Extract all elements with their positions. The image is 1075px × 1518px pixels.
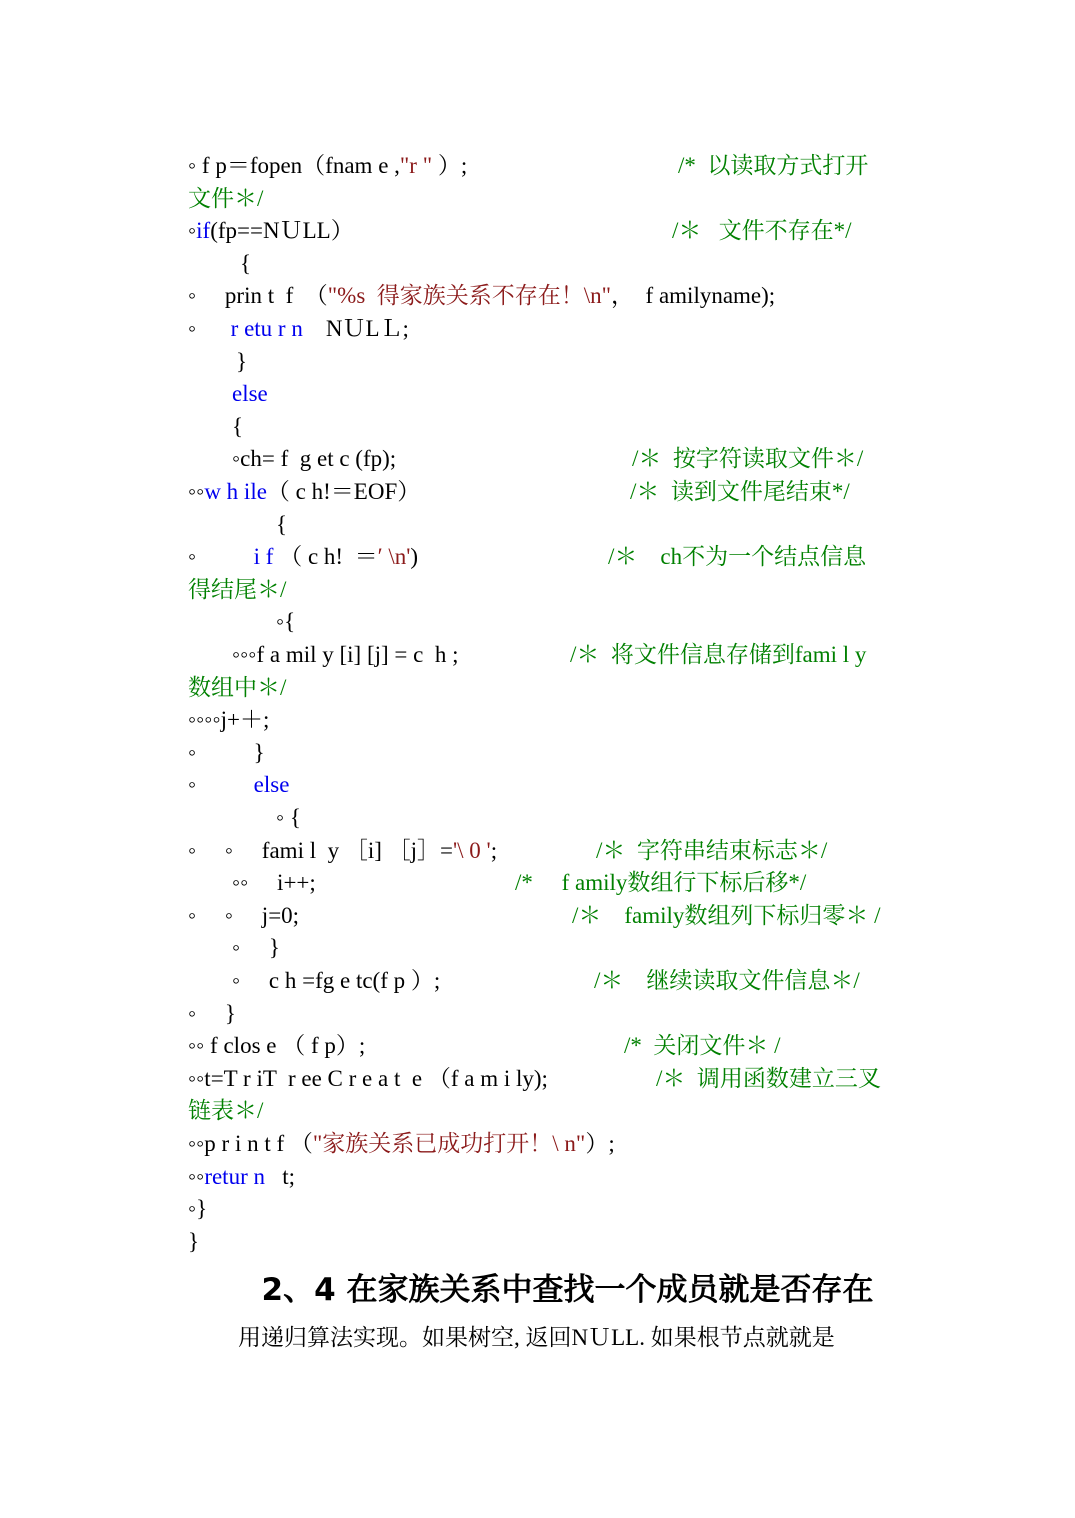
code-token: ◦ } <box>188 739 265 765</box>
code-comment: /＊ 读到文件尾结束*/ <box>630 479 850 504</box>
code-token: else <box>253 772 290 798</box>
code-token: { <box>240 250 252 276</box>
code-comment: /＊ 将文件信息存储到fami l y <box>570 642 867 667</box>
code-token: ◦◦t=T r iT r ee C r e a t e （f a m i ly); <box>188 1065 548 1091</box>
code-comment: /＊ 按字符读取文件＊/ <box>632 446 864 472</box>
code-line <box>188 1194 207 1224</box>
code-line <box>232 379 268 409</box>
code-token: ◦◦◦f a mil y [i] [j] = c h ; <box>232 642 459 667</box>
code-line <box>188 281 775 311</box>
code-token: (fp==NＵLL） <box>210 218 354 244</box>
code-comment: /* 关闭文件＊ / <box>624 1033 781 1059</box>
code-token: ◦ <box>188 218 197 244</box>
code-token: { <box>276 511 288 537</box>
code-token: ◦ } <box>232 935 280 961</box>
code-token: 链表＊/ <box>188 1098 264 1124</box>
code-line <box>188 542 418 572</box>
code-token: 文件＊/ <box>188 185 264 211</box>
code-token: "r " <box>399 153 438 178</box>
code-line <box>188 738 265 768</box>
code-token: } <box>188 1228 200 1254</box>
code-line <box>232 933 280 963</box>
code-token: ◦ } <box>188 1000 236 1026</box>
code-token: ◦ f p＝fopen（fnam e , <box>188 153 400 178</box>
code-token: ) <box>410 544 419 570</box>
code-token: ， f amilyname); <box>611 283 776 309</box>
code-line <box>276 510 287 540</box>
code-token: ◦◦ i++; <box>232 870 316 896</box>
code-line <box>188 836 497 866</box>
code-token: NＵLＬ; <box>302 316 409 341</box>
code-token: ; <box>490 837 498 863</box>
code-token: "%s 得家族关系不存在！\n" <box>327 283 612 309</box>
code-token: t; <box>264 1163 296 1189</box>
code-line <box>188 999 236 1029</box>
code-comment: /＊ 文件不存在*/ <box>672 218 852 244</box>
section-paragraph: 用递归算法实现。如果树空, 返回NＵLL. 如果根节点就就是 <box>238 1325 835 1350</box>
code-token: ◦◦p r i n t f （ <box>188 1131 313 1156</box>
code-token: ◦◦ f clos e （ f p）; <box>188 1033 366 1059</box>
code-comment: /＊ family数组列下标归零＊ / <box>572 902 881 928</box>
code-token: ′ \n' <box>377 544 411 570</box>
code-token: else <box>232 381 268 407</box>
code-token: ◦ ◦ j=0; <box>188 902 300 928</box>
code-token: ◦ <box>188 544 254 570</box>
code-line <box>188 673 286 703</box>
code-line <box>232 966 440 996</box>
code-token: ◦ c h =fg e tc(f p ）; <box>232 968 441 993</box>
code-token: { <box>232 413 244 439</box>
code-line <box>232 640 459 670</box>
code-line <box>188 1031 365 1061</box>
code-comment: /* f amily数组行下标后移*/ <box>515 870 807 896</box>
code-token: "家族关系已成功打开！\ n" <box>312 1131 586 1156</box>
code-line <box>188 1162 295 1192</box>
code-comment: /＊ 继续读取文件信息＊/ <box>594 968 860 993</box>
code-token: ◦ <box>188 772 254 798</box>
code-token: （ c h!＝EOF） <box>266 479 421 504</box>
code-comment: /＊ 调用函数建立三叉 <box>656 1065 881 1091</box>
code-token: ）; <box>437 153 468 178</box>
code-line <box>188 184 263 214</box>
code-token: ◦ prin t f （ <box>188 283 328 309</box>
code-token: } <box>236 348 248 374</box>
code-token: ◦ <box>188 316 231 341</box>
code-line <box>188 901 299 931</box>
code-comment: /＊ 字符串结束标志＊/ <box>596 837 828 863</box>
code-token: ◦ { <box>276 805 301 830</box>
code-token: w h ile <box>204 479 267 504</box>
code-line <box>188 216 354 246</box>
code-token: ◦{ <box>276 609 296 635</box>
code-line <box>276 803 301 833</box>
code-token: 得结尾＊/ <box>188 576 287 602</box>
code-token: ）; <box>585 1131 615 1156</box>
code-token: ◦◦ <box>188 479 205 504</box>
code-token: '\ 0 ' <box>453 837 491 863</box>
code-token: ◦ ◦ fami l y ［i] ［j］= <box>188 837 454 863</box>
section-heading: 2、4 在家族关系中查找一个成员就是否存在 <box>261 1272 874 1308</box>
code-line <box>188 1129 615 1159</box>
code-line <box>188 705 269 735</box>
code-line <box>236 347 247 377</box>
code-line <box>188 1227 199 1257</box>
code-token: （ c h! ＝ <box>273 544 378 570</box>
code-line <box>188 770 289 800</box>
code-line <box>188 477 420 507</box>
code-token: ◦} <box>188 1196 208 1222</box>
code-line <box>232 412 243 442</box>
code-token: ◦ch= f g et c (fp); <box>232 446 397 472</box>
code-line <box>232 868 316 898</box>
code-line <box>188 575 286 605</box>
code-token: if <box>196 218 211 244</box>
code-line <box>188 1096 263 1126</box>
code-line <box>188 314 409 344</box>
code-token: ◦◦ <box>188 1163 205 1189</box>
code-token: ◦◦◦◦j+＋; <box>188 707 270 733</box>
code-token: 数组中＊/ <box>188 674 287 700</box>
code-line <box>240 249 251 279</box>
code-line <box>232 444 396 474</box>
code-comment: /* 以读取方式打开 <box>678 153 869 178</box>
code-line <box>188 1064 548 1094</box>
code-line <box>188 151 467 181</box>
code-token: r etu r n <box>230 316 303 341</box>
code-line <box>276 607 295 637</box>
code-token: i f <box>253 544 274 570</box>
code-comment: /＊ ch不为一个结点信息 <box>608 544 867 570</box>
code-token: retur n <box>204 1163 265 1189</box>
